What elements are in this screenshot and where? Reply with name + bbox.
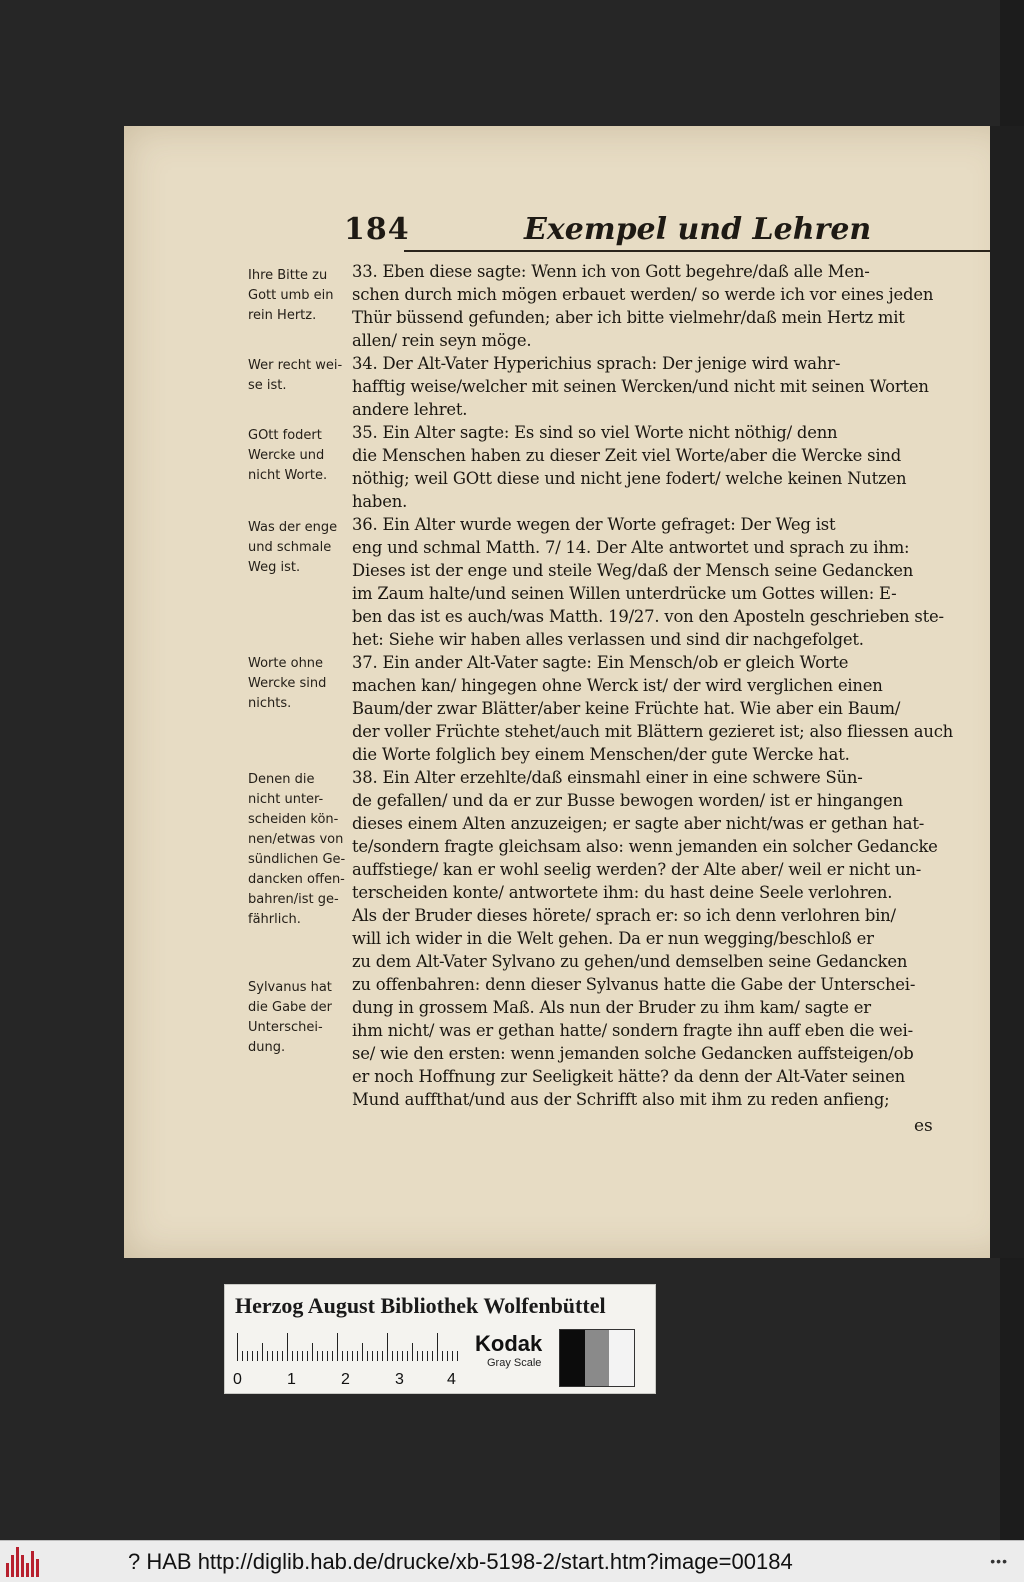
ruler-tick (387, 1333, 388, 1361)
text-line: Als der Bruder dieses hörete/ sprach er: so ich denn verlohren bin/ (352, 906, 896, 925)
color-target-card (224, 1284, 656, 1394)
ruler-tick (412, 1343, 413, 1361)
text-line: auffstiege/ kan er wohl seelig werden? der Alte aber/ weil er nicht un- (352, 860, 922, 879)
text-line: im Zaum halte/und seinen Willen unterdrücke um Gottes willen: E- (352, 584, 897, 603)
ruler-tick (432, 1351, 433, 1361)
text-line: terscheiden konte/ antwortete ihm: du hast deine Seele verlohren. (352, 883, 893, 902)
ruler-tick (322, 1351, 323, 1361)
ruler-tick (367, 1351, 368, 1361)
ruler-tick (407, 1351, 408, 1361)
text-line: allen/ rein seyn möge. (352, 331, 532, 350)
paragraph-35 (352, 421, 948, 513)
marginal-note: Was der enge und schmale Weg ist. (248, 520, 338, 575)
text-line: nöthig; weil GOtt diese und nicht jene fodert/ welche keinen Nutzen (352, 469, 907, 488)
hab-logo-icon (6, 1547, 46, 1577)
text-line: het: Siehe wir haben alles verlassen und sind dir nachgefolget. (352, 630, 864, 649)
text-line: te/sondern fragte gleichsam also: wenn jemanden ein solcher Gedancke (352, 837, 938, 856)
text-line: eng und schmal Matth. 7/ 14. Der Alte antwortet und sprach zu ihm: (352, 538, 910, 557)
text-line: zu offenbahren: denn dieser Sylvanus hatte die Gabe der Unterschei- (352, 975, 916, 994)
text-line: schen durch mich mögen erbauet werden/ so werde ich vor eines jeden (352, 285, 934, 304)
running-title: Exempel und Lehren (524, 212, 872, 247)
text-line: andere lehret. (352, 400, 468, 419)
swatch-white (609, 1330, 634, 1386)
paragraph-38 (352, 766, 948, 1111)
ruler-tick (292, 1351, 293, 1361)
ruler-tick (362, 1343, 363, 1361)
text-line: Dieses ist der enge und steile Weg/daß der Mensch seine Gedancken (352, 561, 914, 580)
text-line: hafftig weise/welcher mit seinen Wercken/und nicht mit seinen Worten (352, 377, 929, 396)
marginal-note: Wer recht wei- se ist. (248, 358, 343, 393)
gray-scale-label: Gray Scale (487, 1357, 542, 1369)
marginal-note: Denen die nicht unter- scheiden kön- nen/etwas von sündlichen Ge- dancken offen- bahren/ist ge- fährlich. (248, 772, 346, 927)
ruler-tick (262, 1343, 263, 1361)
ruler-tick (247, 1351, 248, 1361)
ruler-label: 0 (233, 1371, 242, 1388)
marginal-note: Sylvanus hat die Gabe der Unterschei- dung. (248, 980, 333, 1055)
ruler-tick (287, 1333, 288, 1361)
ruler-tick (382, 1351, 383, 1361)
text-line: Baum/der zwar Blätter/aber keine Früchte hat. Wie aber ein Baum/ (352, 699, 901, 718)
text-line: ihm nicht/ was er gethan hatte/ sondern fragte ihn auff eben die wei- (352, 1021, 913, 1040)
ruler-tick (402, 1351, 403, 1361)
text-line: will ich wider in die Welt gehen. Da er nun wegging/beschloß er (352, 929, 874, 948)
text-line: de gefallen/ und da er zur Busse bewogen worden/ ist er hingangen (352, 791, 903, 810)
catchword: es (914, 1116, 933, 1136)
marginal-note: GOtt fodert Wercke und nicht Worte. (248, 428, 328, 483)
marginal-note: Ihre Bitte zu Gott umb ein rein Hertz. (248, 268, 334, 323)
ruler-tick (342, 1351, 343, 1361)
ruler (237, 1331, 459, 1361)
ruler-tick (302, 1351, 303, 1361)
ruler-tick (317, 1351, 318, 1361)
text-line: 37. Ein ander Alt-Vater sagte: Ein Mensch/ob er gleich Worte (352, 653, 849, 672)
ruler-tick (277, 1351, 278, 1361)
ruler-tick (392, 1351, 393, 1361)
ruler-tick (347, 1351, 348, 1361)
ruler-tick (257, 1351, 258, 1361)
ruler-label: 1 (287, 1371, 296, 1388)
ruler-tick (422, 1351, 423, 1361)
ruler-tick (442, 1351, 443, 1361)
marginal-note: Worte ohne Wercke sind nichts. (248, 656, 327, 711)
text-line: 36. Ein Alter wurde wegen der Worte gefraget: Der Weg ist (352, 515, 836, 534)
more-options-icon[interactable]: ••• (990, 1553, 1008, 1569)
text-line: dieses einem Alten anzuzeigen; er sagte aber nicht/was er gethan hat- (352, 814, 925, 833)
text-line: 34. Der Alt-Vater Hyperichius sprach: Der jenige wird wahr- (352, 354, 841, 373)
text-line: der voller Früchte stehet/auch mit Blättern gezieret ist; also fliessen auch (352, 722, 954, 741)
page-url[interactable]: ? HAB http://diglib.hab.de/drucke/xb-5198-2/start.htm?image=00184 (128, 1548, 793, 1574)
text-line: zu dem Alt-Vater Sylvano zu gehen/und demselben seine Gedancken (352, 952, 908, 971)
text-line: dung in grossem Maß. Als nun der Bruder zu ihm kam/ sagte er (352, 998, 871, 1017)
text-line: machen kan/ hingegen ohne Werck ist/ der wird verglichen einen (352, 676, 883, 695)
ruler-tick (427, 1351, 428, 1361)
ruler-label: 4 (447, 1371, 456, 1388)
ruler-tick (242, 1351, 243, 1361)
text-line: 33. Eben diese sagte: Wenn ich von Gott begehre/daß alle Men- (352, 262, 870, 281)
ruler-tick (307, 1351, 308, 1361)
ruler-tick (397, 1351, 398, 1361)
text-line: die Menschen haben zu dieser Zeit viel Worte/aber die Wercke sind (352, 446, 902, 465)
ruler-tick (457, 1351, 458, 1361)
paragraph-37 (352, 651, 954, 766)
text-line: haben. (352, 492, 408, 511)
ruler-tick (447, 1351, 448, 1361)
text-line: se/ wie den ersten: wenn jemanden solche Gedancken auffsteigen/ob (352, 1044, 914, 1063)
head-rule (404, 250, 1024, 252)
text-line: Thür büssend gefunden; aber ich bitte vielmehr/daß mein Hertz mit (352, 308, 905, 327)
ruler-tick (237, 1333, 238, 1361)
ruler-label: 3 (395, 1371, 404, 1388)
ruler-tick (297, 1351, 298, 1361)
ruler-tick (337, 1333, 338, 1361)
gray-swatches (559, 1329, 635, 1387)
book-page (124, 126, 1014, 1258)
ruler-tick (327, 1351, 328, 1361)
swatch-gray (585, 1330, 610, 1386)
swatch-black (560, 1330, 585, 1386)
status-bar (0, 1540, 1024, 1582)
kodak-logo: Kodak (475, 1331, 543, 1356)
ruler-tick (332, 1351, 333, 1361)
page-fold-shadow (990, 126, 1024, 1258)
ruler-tick (417, 1351, 418, 1361)
text-line: er noch Hoffnung zur Seeligkeit hätte? da denn der Alt-Vater seinen (352, 1067, 905, 1086)
library-name: Herzog August Bibliothek Wolfenbüttel (235, 1293, 606, 1318)
ruler-tick (272, 1351, 273, 1361)
ruler-tick (282, 1351, 283, 1361)
ruler-tick (252, 1351, 253, 1361)
text-line: 38. Ein Alter erzehlte/daß einsmahl einer in eine schwere Sün- (352, 768, 863, 787)
paragraph-33 (352, 260, 948, 352)
page-number: 184 (344, 212, 410, 247)
ruler-tick (437, 1333, 438, 1361)
paragraph-34 (352, 352, 948, 421)
ruler-tick (452, 1351, 453, 1361)
ruler-tick (312, 1343, 313, 1361)
text-line: die Worte folglich bey einem Menschen/der gute Wercke hat. (352, 745, 850, 764)
paragraph-36 (352, 513, 948, 651)
text-line: ben das ist es auch/was Matth. 19/27. von den Aposteln geschrieben ste- (352, 607, 944, 626)
ruler-tick (372, 1351, 373, 1361)
ruler-tick (377, 1351, 378, 1361)
ruler-tick (352, 1351, 353, 1361)
ruler-tick (267, 1351, 268, 1361)
running-head (344, 212, 1024, 256)
ruler-label: 2 (341, 1371, 350, 1388)
ruler-tick (357, 1351, 358, 1361)
text-line: Mund auffthat/und aus der Schrifft also mit ihm zu reden anfieng; (352, 1090, 890, 1109)
text-line: 35. Ein Alter sagte: Es sind so viel Worte nicht nöthig/ denn (352, 423, 838, 442)
